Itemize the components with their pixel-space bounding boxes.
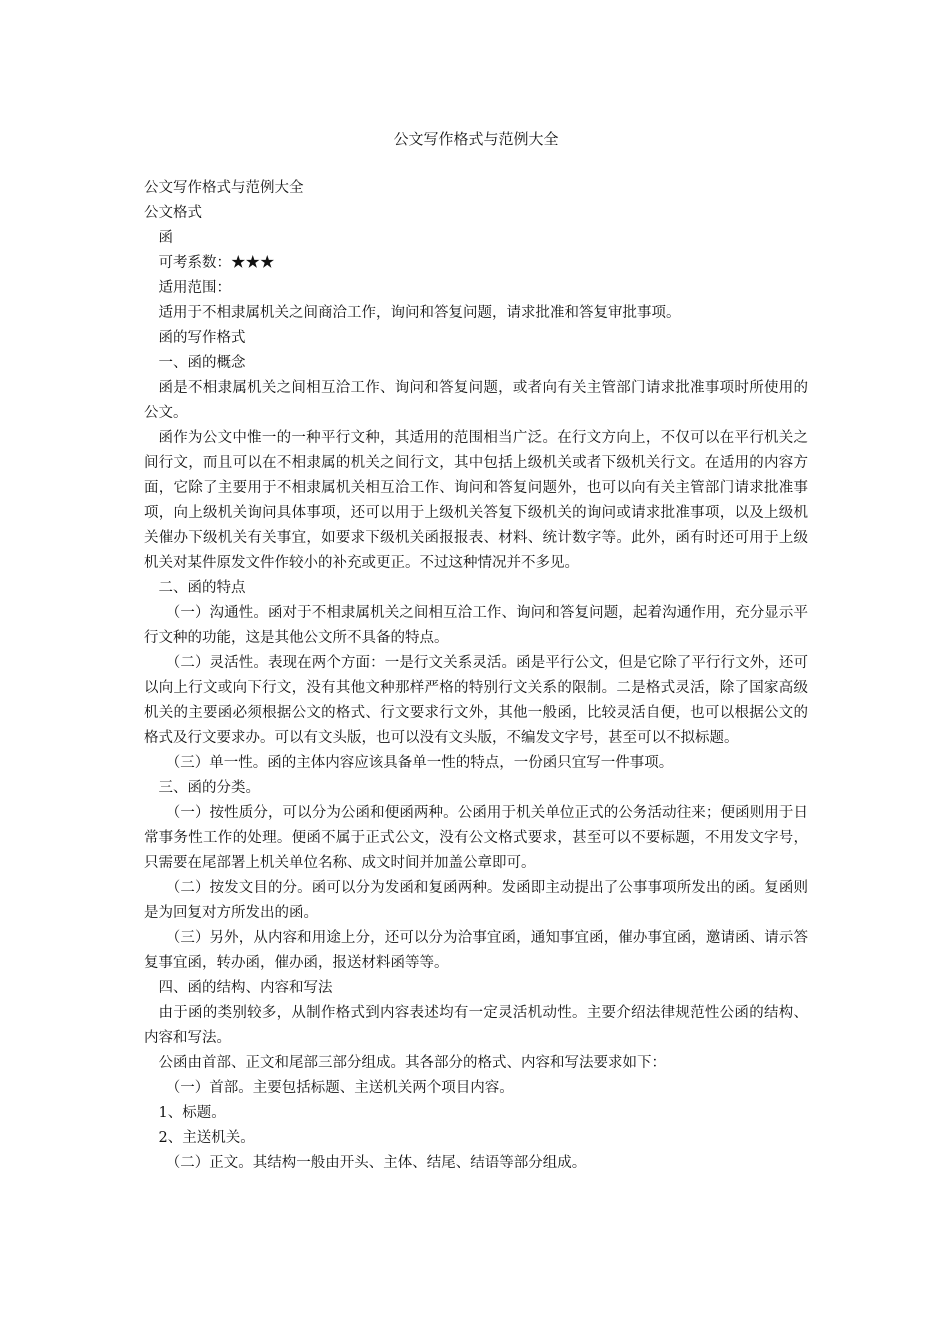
paragraph: 1、标题。: [158, 1105, 226, 1121]
paragraph: 函: [158, 230, 173, 246]
paragraph: 适用范围：: [158, 280, 231, 296]
paragraph: 函是不相隶属机关之间相互洽工作、询问和答复问题，或者向有关主管部门请求批准事项时所使用的公文。: [144, 380, 808, 421]
paragraph: 公文格式: [144, 205, 202, 221]
paragraph: （三）单一性。函的主体内容应该具备单一性的特点，一份函只宜写一件事项。: [165, 755, 674, 771]
paragraph: （三）另外，从内容和用途上分，还可以分为洽事宜函，通知事宜函，催办事宜函，邀请函、请示答复事宜函，转办函，催办函，报送材料函等等。: [144, 930, 808, 971]
document-title: 公文写作格式与范例大全: [393, 130, 559, 148]
paragraph: 二、函的特点: [158, 580, 246, 596]
paragraph: 2、主送机关。: [158, 1130, 255, 1146]
paragraph: 一、函的概念: [158, 355, 246, 371]
paragraph: 函的写作格式: [158, 330, 246, 346]
paragraph: 公函由首部、正文和尾部三部分组成。其各部分的格式、内容和写法要求如下：: [158, 1055, 666, 1071]
paragraph: （二）灵活性。表现在两个方面：一是行文关系灵活。函是平行公文，但是它除了平行行文外，还可以向上行文或向下行文，没有其他文种那样严格的特别行文关系的限制。二是格式灵活，除了国家高级机关的主要函必须根据公文的格式、行文要求行文外，其他一般函，比较灵活自便，也可以根据公文的格式及行文要求办。可以有文头版，也可以没有文头版，不编发文字号，甚至可以不拟标题。: [144, 655, 808, 746]
paragraph: （二）按发文目的分。函可以分为发函和复函两种。发函即主动提出了公事事项所发出的函。复函则是为回复对方所发出的函。: [144, 880, 808, 921]
document-body: [144, 176, 808, 1176]
paragraph: 可考系数：★★★: [158, 255, 275, 271]
paragraph: 函作为公文中惟一的一种平行文种，其适用的范围相当广泛。在行文方向上，不仅可以在平行机关之间行文，而且可以在不相隶属的机关之间行文，其中包括上级机关或者下级机关行文。在适用的内容方面，它除了主要用于不相隶属机关相互洽工作、询问和答复问题外，也可以向有关主管部门请求批准事项，向上级机关询问具体事项，还可以用于上级机关答复下级机关的询问或请求批准事项，以及上级机关催办下级机关有关事宜，如要求下级机关函报报表、材料、统计数字等。此外，函有时还可用于上级机关对某件原发文件作较小的补充或更正。不过这种情况并不多见。: [144, 430, 808, 571]
paragraph: 适用于不相隶属机关之间商洽工作，询问和答复问题，请求批准和答复审批事项。: [158, 305, 681, 321]
paragraph: 三、函的分类。: [158, 780, 260, 796]
paragraph: （二）正文。其结构一般由开头、主体、结尾、结语等部分组成。: [165, 1155, 587, 1171]
paragraph: （一）首部。主要包括标题、主送机关两个项目内容。: [165, 1080, 514, 1096]
paragraph: 四、函的结构、内容和写法: [158, 980, 333, 996]
paragraph: （一）按性质分，可以分为公函和便函两种。公函用于机关单位正式的公务活动往来；便函则用于日常事务性工作的处理。便函不属于正式公文，没有公文格式要求，甚至可以不要标题，不用发文字号，只需要在尾部署上机关单位名称、成文时间并加盖公章即可。: [144, 805, 808, 871]
paragraph: 公文写作格式与范例大全: [144, 180, 304, 196]
paragraph: 由于函的类别较多，从制作格式到内容表述均有一定灵活机动性。主要介绍法律规范性公函的结构、内容和写法。: [144, 1005, 808, 1046]
paragraph: （一）沟通性。函对于不相隶属机关之间相互洽工作、询问和答复问题，起着沟通作用，充分显示平行文种的功能，这是其他公文所不具备的特点。: [144, 605, 808, 646]
